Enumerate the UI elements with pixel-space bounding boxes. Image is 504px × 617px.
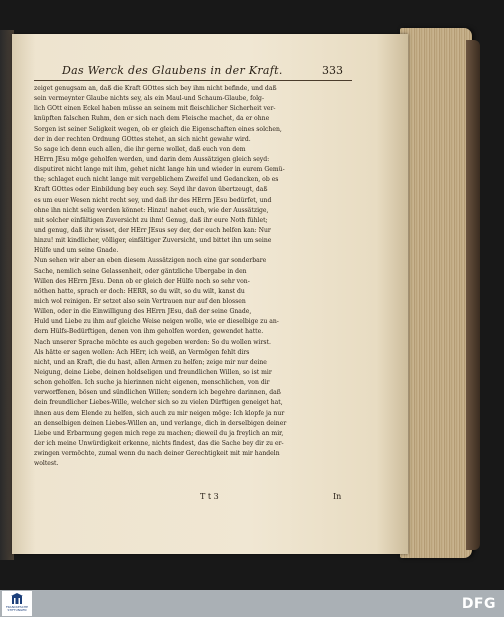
text-line: nöthen hatte, sprach er doch: HERR, so du wilt, so du wilt, kanst du [34, 287, 245, 295]
book-cover-edge [466, 40, 480, 550]
text-line: Willen, oder in die Einwilligung des HErrn JEsu, daß der seine Gnade, [34, 308, 252, 316]
text-line: Huld und Liebe zu ihm auf gleiche Weise neigen wolle, wie er dieselbige zu an- [34, 318, 279, 326]
text-line: dein freundlicher Liebes-Wille, welcher sich so zu vielen Dürftigen geneiget hat, [34, 399, 283, 407]
text-line: sein vermeynter Glaube nichts sey, als ein Maul-und Schaum-Glaube, folg- [34, 95, 264, 103]
running-head: Das Werck des Glaubens in der Kraft. [62, 64, 283, 77]
text-line: hinzu! mit kindlicher, völliger, einfältiger Zuversicht, und bittet ihn um seine [34, 237, 272, 245]
text-line: Liebe und Erbarmung gegen mich rege zu machen; dieweil du ja freylich an mir, [34, 429, 284, 437]
text-line: Sorgen ist seiner Seligkeit wegen, ob er gleich die Eigenschaften eines solchen, [34, 125, 282, 133]
text-line: ihnen aus dem Elende zu helfen, sich auch zu mir neigen möge: Ich klopfe ja nur [34, 409, 285, 417]
text-line: und genug, daß ihr wisset, der HErr JEsus sey der, der euch helfen kan: Nur [34, 226, 271, 234]
logo-text-line2: STIFTUNGEN [7, 608, 27, 613]
book-page-edges [400, 28, 472, 558]
text-line: mich wol reinigen. Er setzet also sein Vertrauen nur auf den blossen [34, 297, 246, 305]
text-line: the; schlaget euch nicht lange mit vergeblichem Zweifel und Gedancken, ob es [34, 176, 279, 184]
text-line: nicht, und an Kraft, die du hast, allen Armen zu helfen; zeige mir nur deine [34, 358, 267, 366]
page-body-text [34, 84, 354, 469]
institution-logo-text [3, 606, 31, 613]
text-line: Als hätte er sagen wollen: Ach HErr, ich weiß, an Vermögen fehlt dirs [34, 348, 250, 356]
text-line: disputiret nicht lange mit ihm, gehet nicht lange hin und wieder in eurem Gemü- [34, 166, 285, 174]
francke-foundation-logo-icon [11, 593, 23, 605]
text-line: Sache, nemlich seine Gelassenheit, oder gäntzliche Ubergabe in den [34, 267, 247, 275]
text-line: es um euer Wesen nicht recht sey, und daß ihr des HErrn JEsu bedürfet, und [34, 196, 272, 204]
text-line: knüpften falschen Ruhm, den er sich nach dem Fleische machet, da er ohne [34, 115, 270, 123]
text-line: schon geholfen. Ich suche ja hierinnen nicht eigenen, menschlichen, von dir [34, 379, 270, 387]
text-line: woltest. [34, 460, 59, 468]
institution-logo[interactable] [2, 591, 32, 616]
text-line: mit solcher einfältigen Zuversicht zu ihm! Genug, daß ihr eure Noth fühlet; [34, 216, 268, 224]
viewer-footer-bar [0, 590, 504, 617]
text-line: verworffenen, bösen und sündlichen Willen; sondern ich begehre darinnen, daß [34, 389, 281, 397]
text-line: zwingen vermöchte, zumal wenn du nach deiner Gerechtigkeit mit mir handeln [34, 450, 280, 458]
text-line: Neigung, deine Liebe, deinen holdseligen und freundlichen Willen, so ist mir [34, 368, 272, 376]
text-line: Kraft GOttes oder Einbildung bey euch sey. Seyd ihr davon übertzeugt, daß [34, 186, 268, 194]
text-line: Nach unserer Sprache möchte es auch gegeben werden: So du wollen wirst. [34, 338, 271, 346]
logo-text-line1: FRANCKESCHE [5, 605, 29, 609]
text-line: Nun sehen wir aber an eben diesem Aussätzigen noch eine gar sonderbare [34, 257, 267, 265]
text-line: der ich meine Unwürdigkeit erkenne, nichts findest, das die Sache bey dir zu er- [34, 439, 284, 447]
text-line: Willen des HErrn JEsu. Denn ob er gleich der Hülfe noch so sehr von- [34, 277, 250, 285]
header-rule [34, 80, 352, 81]
text-line: an denselbigen deinen Liebes-Willen an, und verlange, dich in derselbigen deiner [34, 419, 287, 427]
text-line: HErrn JEsu möge geholfen werden, und darin dem Aussätzigen gleich seyd: [34, 155, 270, 163]
dfg-logo[interactable]: DFG [461, 596, 496, 612]
text-line: So sage ich denn euch allen, die ihr gerne wollet, daß euch von dem [34, 145, 246, 153]
text-line: ohne ihn nicht selig werden könnet: Hinzu! nahet euch, wie der Aussätzige, [34, 206, 269, 214]
catchword: In [333, 492, 342, 501]
text-line: zeiget genugsam an, daß die Kraft GOttes sich bey ihm nicht befinde, und daß [34, 85, 277, 92]
page-number: 333 [322, 64, 343, 77]
text-line: dern Hülfs-Bedürftigen, denen von ihm geholfen worden, gewendet hatte. [34, 328, 264, 336]
text-line: Hülfe und um seine Gnade. [34, 247, 119, 255]
printer-signature: T t 3 [200, 492, 219, 501]
text-line: lich GOtt einen Eckel haben müsse an seinem mit fleischlicher Sicherheit ver- [34, 105, 276, 113]
text-line: der in der rechten Ordnung GOttes stehet, an sich nicht gewahr wird. [34, 135, 251, 143]
